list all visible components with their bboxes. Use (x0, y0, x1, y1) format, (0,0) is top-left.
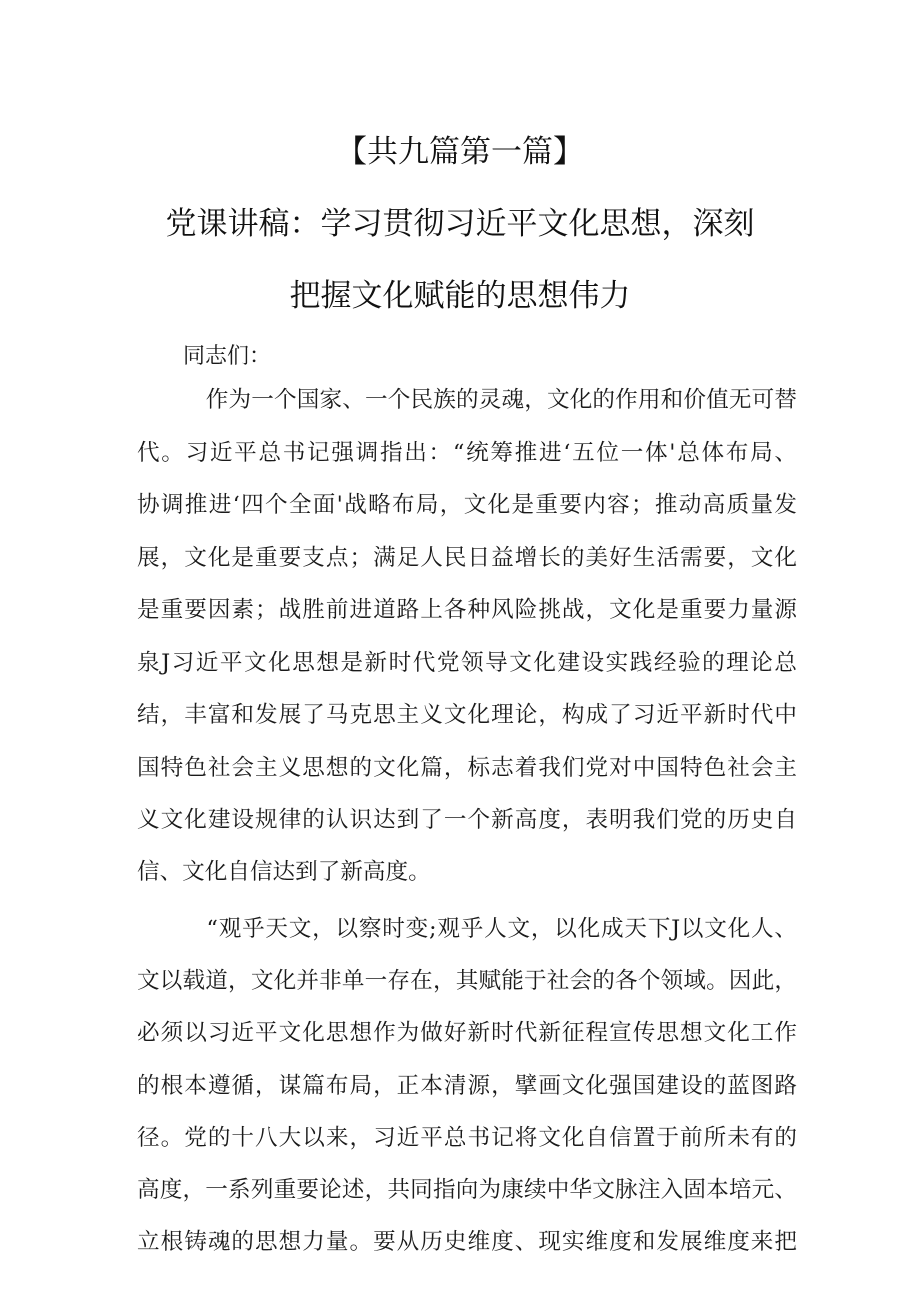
paragraph-1-line: 泉J习近平文化思想是新时代党领导文化建设实践经验的理论总 (137, 650, 797, 676)
paragraph-2-line: 的根本遵循，谋篇布局，正本清源，擘画文化强国建设的蓝图路 (137, 1073, 797, 1099)
paragraph-1-line: 信、文化自信达到了新高度。 (137, 859, 431, 885)
paragraph-2-line: “观乎天文，以察时变;观乎人文，以化成天下J以文化人、 (183, 916, 797, 942)
paragraph-2-line: 高度，一系列重要论述，共同指向为康续中华文脉注入固本培元、 (137, 1177, 797, 1203)
document-title-line1: 党课讲稿：学习贯彻习近平文化思想，深刻 (165, 206, 755, 242)
paragraph-1-line: 协调推进‘四个全面'战略布局，文化是重要内容；推动高质量发 (137, 492, 797, 518)
document-title-series: 【共九篇第一篇】 (336, 134, 584, 170)
paragraph-2-line: 必须以习近平文化思想作为做好新时代新征程宣传思想文化工作 (137, 1020, 797, 1046)
paragraph-1-line: 义文化建设规律的认识达到了一个新高度，表明我们党的历史自 (137, 807, 797, 833)
paragraph-2-line: 文以载道，文化并非单一存在，其赋能于社会的各个领域。因此， (137, 968, 797, 994)
paragraph-1-line: 作为一个国家、一个民族的灵魂，文化的作用和价值无可替 (183, 387, 797, 413)
paragraph-1-line: 展，文化是重要支点；满足人民日益增长的美好生活需要，文化 (137, 545, 797, 571)
document-title-line2: 把握文化赋能的思想伟力 (289, 278, 631, 314)
paragraph-1-line: 国特色社会主义思想的文化篇，标志着我们党对中国特色社会主 (137, 755, 797, 781)
paragraph-1-line: 代。习近平总书记强调指出：“统筹推进‘五位一体'总体布局、 (137, 440, 797, 466)
greeting: 同志们： (183, 344, 272, 369)
paragraph-1-line: 结，丰富和发展了马克思主义文化理论，构成了习近平新时代中 (137, 702, 797, 728)
paragraph-2-line: 径。党的十八大以来，习近平总书记将文化自信置于前所未有的 (137, 1125, 797, 1151)
paragraph-2-line: 立根铸魂的思想力量。要从历史维度、现实维度和发展维度来把 (137, 1229, 797, 1255)
paragraph-1-line: 是重要因素；战胜前进道路上各种风险挑战，文化是重要力量源 (137, 597, 797, 623)
